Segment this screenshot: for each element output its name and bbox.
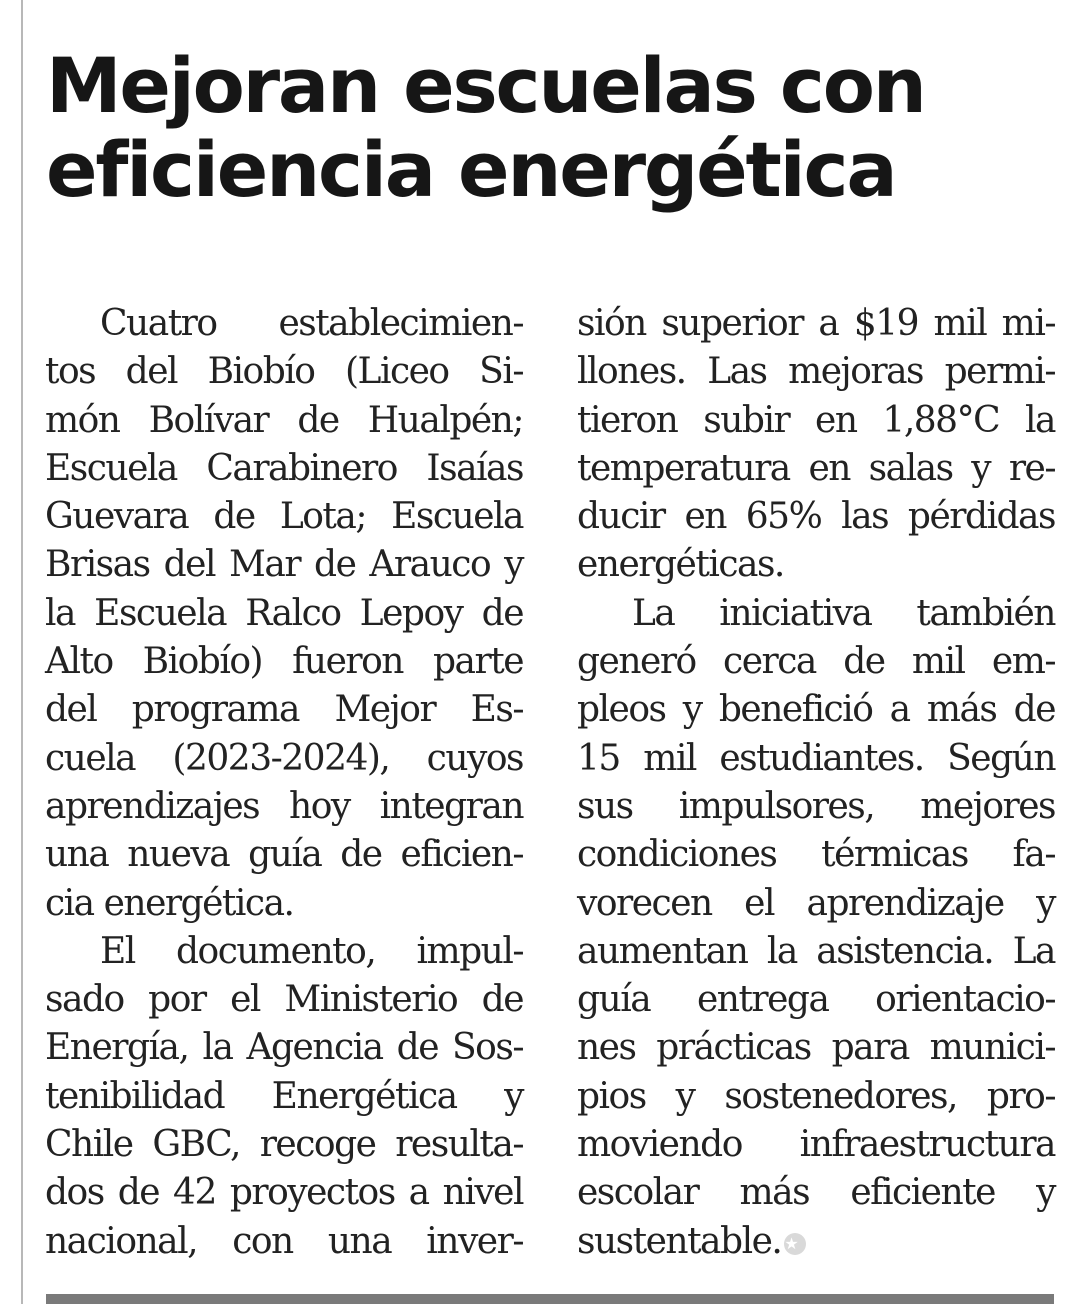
body-text-line: pleos y benefició a más de: [577, 689, 1055, 731]
body-text-line: 15 mil estudiantes. Según: [577, 737, 1055, 779]
headline-line: eficiencia energética: [46, 125, 896, 214]
body-text-line: La iniciativa también: [632, 592, 1055, 634]
article-body-right-column: [577, 300, 1055, 1266]
body-text-line: tos del Biobío (Liceo Si-: [45, 351, 523, 393]
body-text-line: cia energética.: [45, 882, 294, 924]
body-text-line: sustentable. ★: [577, 1218, 1055, 1266]
body-text-line: Energía, la Agencia de Sos-: [45, 1027, 523, 1069]
body-text-line: tieron subir en 1,88°C la: [577, 399, 1055, 441]
body-text-line: Chile GBC, recoge resulta-: [45, 1124, 523, 1166]
article-body-left-column: [45, 300, 523, 1266]
headline-line: Mejoran escuelas con: [46, 41, 925, 130]
bottom-divider-bar: [46, 1294, 1054, 1304]
body-text-line: cuela (2023-2024), cuyos: [45, 737, 523, 779]
body-text-line: sus impulsores, mejores: [577, 785, 1055, 827]
body-text-line: sado por el Ministerio de: [45, 979, 523, 1021]
body-text-line: món Bolívar de Hualpén;: [45, 399, 523, 441]
body-text-line: El documento, impul-: [100, 930, 523, 972]
body-text-line: guía entrega orientacio-: [577, 979, 1055, 1021]
body-text-line: del programa Mejor Es-: [45, 689, 523, 731]
body-text-line: Guevara de Lota; Escuela: [45, 496, 523, 538]
body-text-line: Escuela Carabinero Isaías: [45, 447, 523, 489]
body-text-line: condiciones térmicas fa-: [577, 834, 1055, 876]
body-text-line: moviendo infraestructura: [577, 1124, 1055, 1166]
body-text-line: Brisas del Mar de Arauco y: [45, 544, 523, 586]
body-text-line: generó cerca de mil em-: [577, 641, 1055, 683]
body-text-line: pios y sostenedores, pro-: [577, 1075, 1055, 1117]
body-text-line: aprendizajes hoy integran: [45, 785, 523, 827]
left-column-rule: [21, 0, 23, 1304]
body-text-line: sión superior a $19 mil mi-: [577, 303, 1055, 344]
star-circle-icon: ★: [784, 1233, 806, 1255]
body-text-line: nes prácticas para munici-: [577, 1027, 1055, 1069]
body-text-line: ducir en 65% las pérdidas: [577, 496, 1055, 538]
body-text-line: energéticas.: [577, 544, 784, 586]
body-text-line: la Escuela Ralco Lepoy de: [45, 592, 523, 634]
body-text-line: tenibilidad Energética y: [45, 1075, 523, 1117]
body-text-line: aumentan la asistencia. La: [577, 930, 1055, 972]
body-text-line: vorecen el aprendizaje y: [577, 882, 1055, 924]
body-text-line: llones. Las mejoras permi-: [577, 351, 1055, 393]
body-text-line: Cuatro establecimien-: [100, 303, 523, 344]
article-headline: [46, 41, 1056, 214]
body-text-line: una nueva guía de eficien-: [45, 834, 523, 876]
body-text-line: Alto Biobío) fueron parte: [45, 641, 523, 683]
body-text-line: dos de 42 proyectos a nivel: [45, 1172, 523, 1214]
body-text-line: escolar más eficiente y: [577, 1172, 1055, 1214]
body-text-line: temperatura en salas y re-: [577, 447, 1055, 489]
body-text-line: nacional, con una inver-: [45, 1220, 523, 1262]
